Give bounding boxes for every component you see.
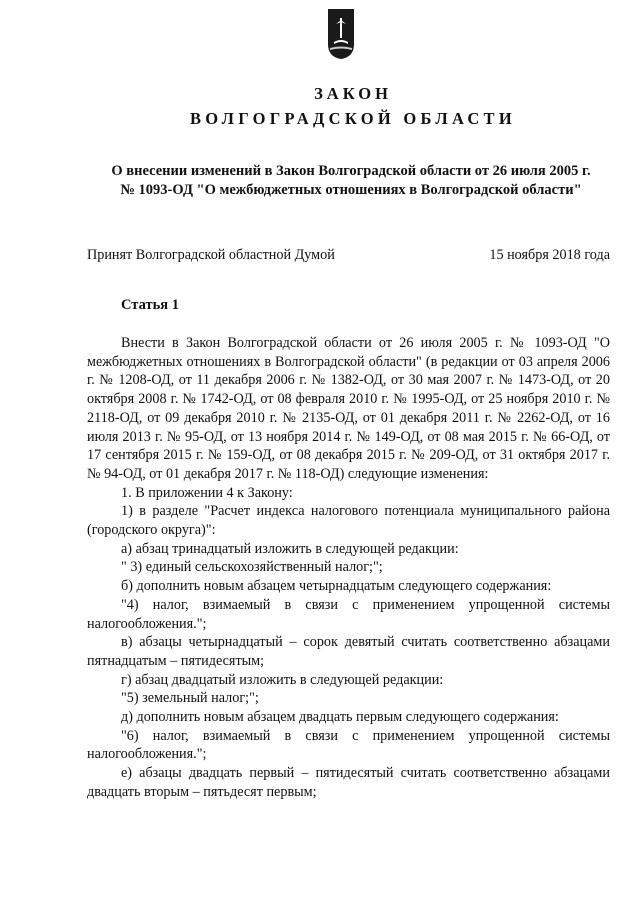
adoption-date: 15 ноября 2018 года (489, 247, 610, 263)
adopted-by: Принят Волгоградской областной Думой (87, 247, 335, 263)
paragraph: б) дополнить новым абзацем четырнадцатым следующего содержания: (121, 578, 552, 595)
paragraph: " 3) единый сельскохозяйственный налог;"; (121, 559, 383, 576)
paragraph: г) абзац двадцатый изложить в следующей редакции: (121, 671, 444, 688)
paragraph: д) дополнить новым абзацем двадцать первым следующего содержания: (121, 709, 559, 726)
coat-of-arms-icon (327, 8, 355, 60)
paragraph: 1) в разделе "Расчет индекса налогового потенциала муниципального района (городского округа)": (87, 503, 610, 539)
subtitle-line-1: О внесении изменений в Закон Волгоградской области от 26 июля 2005 г. (111, 163, 591, 179)
paragraph: 1. В приложении 4 к Закону: (121, 484, 293, 501)
document-title: ЗАКОН (314, 84, 392, 103)
document-region: ВОЛГОГРАДСКОЙ ОБЛАСТИ (189, 109, 516, 128)
adoption-line (87, 247, 610, 264)
subtitle-line-2: № 1093-ОД "О межбюджетных отношениях в Волгоградской области" (120, 182, 582, 198)
article-title: Статья 1 (121, 297, 179, 313)
paragraph: в) абзацы четырнадцатый – сорок девятый считать соответственно абзацами пятнадцатым – пятидесятым; (87, 634, 610, 669)
article-body (87, 334, 610, 802)
paragraph: "5) земельный налог;"; (121, 690, 259, 707)
paragraph: "6) налог, взимаемый в связи с применением упрощенной системы налогообложения."; (87, 727, 610, 763)
paragraph: Внести в Закон Волгоградской области от 26 июля 2005 г. № 1093-ОД "О межбюджетных отношениях в Волгоградской области" (в редакции от 03 апреля 2006 г. № 1208-ОД, от 11 декабря 2006 г. № 1382-ОД, от 30 мая 2007 г. № 1473-ОД, от 20 октября 2008 г. № 1742-ОД, от 08 февраля 2010 г. № 1995-ОД, от 25 ноября 2010 г. № 2118-ОД, от 09 декабря 2010 г. № 2135-ОД, от 01 декабря 2011 г. № 2262-ОД, от 16 июля 2013 г. № 95-ОД, от 13 ноября 2014 г. № 149-ОД, от 08 мая 2015 г. № 66-ОД, от 17 сентября 2015 г. № 159-ОД, от 08 декабря 2015 г. № 209-ОД, от 31 октября 2017 г. № 94-ОД, от 01 декабря 2017 г. № 118-ОД) следующие изменения: (87, 335, 610, 482)
paragraph: "4) налог, взимаемый в связи с применением упрощенной системы налогообложения."; (87, 596, 610, 632)
paragraph: е) абзацы двадцать первый – пятидесятый считать соответственно абзацами двадцать вторым – пятьдесят первым; (87, 765, 610, 800)
paragraph: а) абзац тринадцатый изложить в следующей редакции: (121, 540, 459, 557)
